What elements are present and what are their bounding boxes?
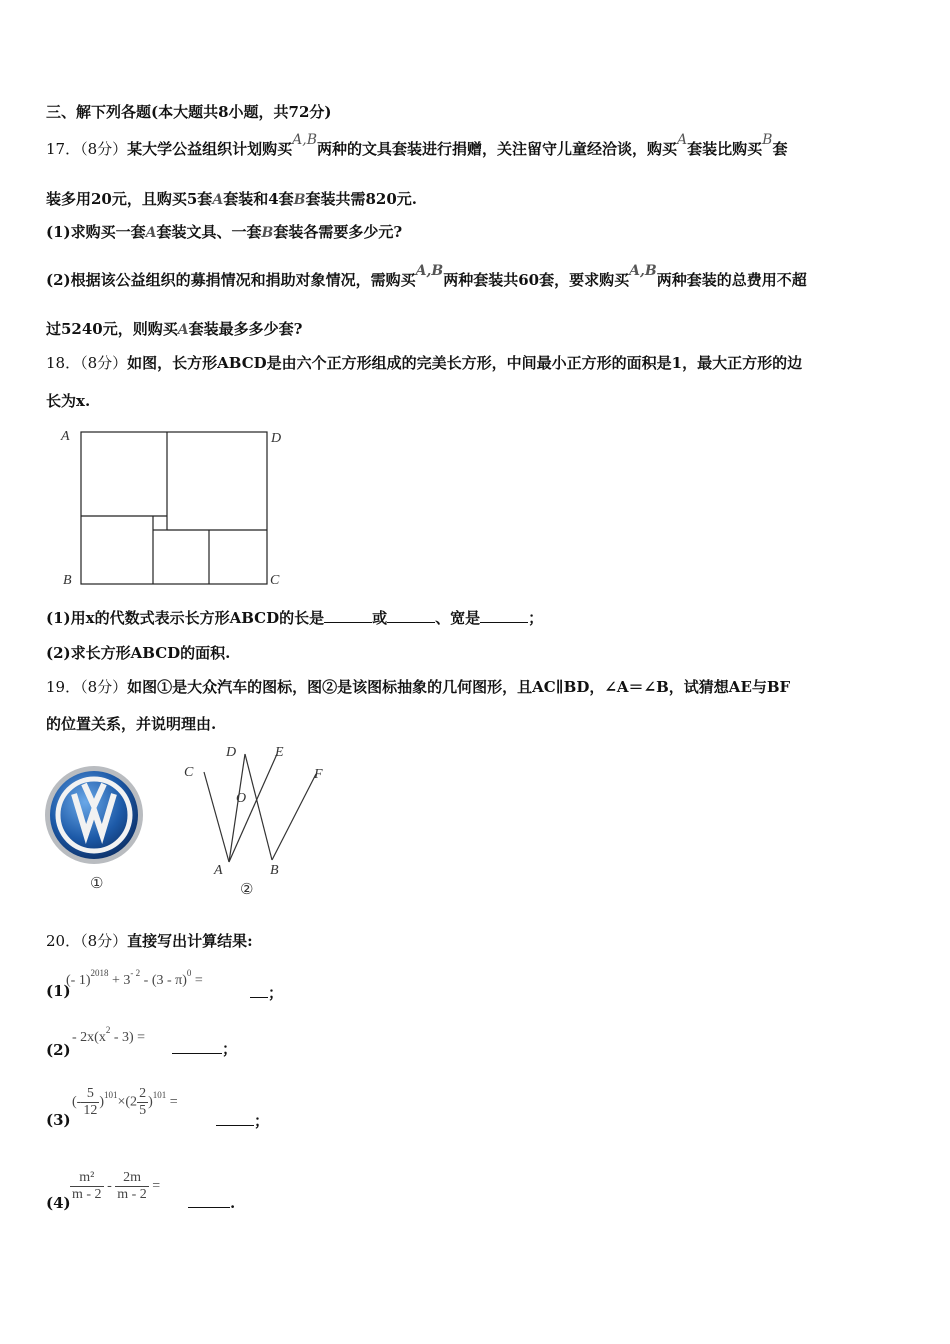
expr-part: - 2x(x [72, 1030, 106, 1045]
q17-part1 [46, 221, 904, 244]
q17-text: 套装最多多少套? [188, 320, 303, 338]
q20-p2-expr [72, 1025, 146, 1046]
exponent: 2 [105, 1025, 111, 1035]
expr-part: = [148, 1178, 161, 1194]
answer-blank[interactable] [216, 1111, 254, 1126]
q18-text: 、宽是 [435, 609, 481, 627]
q17-line1 [46, 132, 904, 161]
exponent: 2018 [90, 968, 109, 978]
expr-part: + 3 [108, 973, 131, 988]
q20-p4-answer [188, 1193, 235, 1212]
q18-text: ； [528, 609, 544, 627]
numerator: 2 [139, 1086, 147, 1101]
fraction [81, 1086, 99, 1119]
denominator: m - 2 [117, 1187, 147, 1202]
q17-text: 两种套装的总费用不超 [656, 271, 807, 289]
exponent: 0 [186, 968, 192, 978]
q17-text: 过5240元，则购买 [46, 320, 178, 338]
q18-line2: 长为x. [46, 392, 91, 410]
q18-text: 如图，长方形ABCD是由六个正方形组成的完美长方形，中间最小正方形的面积是1，最大正方形的边 [127, 354, 803, 372]
label-e: E [275, 745, 284, 760]
q20-p2-label: (2) [46, 1041, 71, 1059]
var-a: A [145, 225, 157, 241]
label-f: F [314, 767, 323, 782]
q17-text: 套装和4套 [223, 190, 294, 208]
q17-text: 两种套装共60套，要求购买 [443, 271, 630, 289]
q20-p1-expr [66, 968, 203, 989]
label-o: O [236, 791, 247, 806]
q17-text: 套 [772, 140, 788, 158]
vw-logo-figure [44, 760, 148, 898]
answer-blank[interactable] [172, 1039, 222, 1054]
expr-part: (- [72, 1094, 82, 1110]
q18-text: (1)用x的代数式表示长方形ABCD的长是 [46, 609, 325, 627]
q17-text: 两种的文具套装进行捐赠，关注留守儿童经洽谈，购买 [317, 140, 678, 158]
expr-part: - 3) = [110, 1030, 146, 1045]
segment-db [245, 754, 272, 860]
q20-prefix: 20．（8分） [46, 932, 128, 950]
fraction [137, 1086, 148, 1119]
numerator: 5 [81, 1086, 99, 1103]
q20-p2-answer [172, 1038, 237, 1059]
exponent: 101 [152, 1089, 167, 1100]
var-ab: A,B [415, 263, 444, 279]
geometry-figure [178, 740, 330, 900]
punct: . [230, 1194, 236, 1212]
punct: ； [222, 1040, 238, 1058]
q18-prefix: 18．（8分） [46, 354, 128, 372]
q17-prefix: 17．（8分） [46, 140, 128, 158]
segment-ad [229, 754, 245, 862]
var-a: A [677, 132, 688, 148]
q17-text: 套装文具、一套 [156, 223, 262, 241]
var-a: A [212, 192, 224, 208]
q19-line2: 的位置关系，并说明理由. [46, 715, 217, 733]
q20-heading [46, 930, 904, 952]
var-ab: A,B [629, 263, 657, 279]
var-b: B [261, 225, 274, 241]
q17-text: 套装共需820元. [305, 190, 418, 208]
fig2-caption: ② [240, 882, 254, 898]
denominator: 5 [139, 1103, 147, 1118]
label-d: D [226, 745, 237, 760]
label-a: A [61, 429, 70, 444]
expr-part: - (3 - π) [140, 973, 187, 988]
q20-p3-label: (3) [46, 1111, 71, 1129]
var-b: B [293, 192, 306, 208]
q17-text: 某大学公益组织计划购买 [127, 140, 293, 158]
punct: ； [254, 1112, 270, 1130]
fig1-caption: ① [90, 876, 104, 892]
q17-part2 [46, 263, 904, 292]
exponent: 101 [104, 1089, 118, 1100]
denominator: 12 [83, 1103, 98, 1118]
label-a: A [214, 863, 223, 878]
q20-p3-answer [216, 1110, 269, 1131]
segment-ca [204, 772, 229, 862]
rect-abcd [81, 432, 267, 584]
punct: ； [268, 984, 284, 1002]
expr-part: ) [148, 1094, 153, 1110]
answer-blank[interactable] [324, 608, 372, 623]
q17-line2 [46, 188, 904, 211]
expr-part: (- 1) [66, 973, 91, 988]
q18-part2: (2)求长方形ABCD的面积. [46, 644, 231, 662]
q19-line1 [46, 676, 904, 698]
q17-text: (2)根据该公益组织的募捐情况和捐助对象情况，需购买 [46, 271, 416, 289]
fraction [115, 1170, 149, 1203]
numerator: 2m [115, 1170, 149, 1187]
answer-blank[interactable] [188, 1193, 230, 1208]
label-c: C [184, 765, 194, 780]
answer-blank[interactable] [250, 983, 268, 998]
expr-part: ) [99, 1094, 104, 1110]
label-d: D [271, 431, 282, 446]
q18-line1 [46, 352, 904, 374]
q20-p3-expr [72, 1086, 178, 1119]
var-a: A [177, 322, 189, 338]
expr-part: ×(2 [117, 1094, 138, 1110]
q19-text: 如图①是大众汽车的图标，图②是该图标抽象的几何图形，且AC∥BD，∠A＝∠B，试猜想AE与BF [127, 678, 791, 696]
expr-part: = [166, 1094, 178, 1110]
segment-ae [229, 754, 277, 862]
numerator: m² [70, 1170, 104, 1187]
fraction [70, 1170, 104, 1203]
expr-part: - [103, 1178, 116, 1194]
q17-text: (1)求购买一套 [46, 223, 146, 241]
segment-bf [272, 774, 316, 860]
q18-text: 或 [372, 609, 388, 627]
q19-prefix: 19．（8分） [46, 678, 128, 696]
label-c: C [270, 573, 280, 588]
label-b: B [63, 573, 72, 588]
q17-part2-cont [46, 318, 904, 341]
expr-part: = [191, 973, 203, 988]
rectangle-figure [56, 422, 306, 592]
q20-p4-expr [70, 1170, 160, 1203]
q20-p1-answer [250, 982, 283, 1003]
var-b: B [762, 132, 773, 148]
q20-title: 直接写出计算结果: [127, 932, 253, 950]
q18-part1 [46, 607, 904, 629]
exponent: - 2 [130, 968, 141, 978]
denominator: m - 2 [72, 1187, 102, 1202]
var-ab: A,B [292, 132, 318, 148]
q20-p4-label: (4) [46, 1194, 71, 1212]
q17-text: 套装比购买 [687, 140, 763, 158]
q17-text: 装多用20元，且购买5套 [46, 190, 213, 208]
answer-blank[interactable] [387, 608, 435, 623]
answer-blank[interactable] [480, 608, 528, 623]
q20-p1-label: (1) [46, 982, 71, 1000]
section-heading: 三、解下列各题(本大题共8小题，共72分) [46, 103, 332, 121]
q17-text: 套装各需要多少元? [273, 223, 403, 241]
label-b: B [270, 863, 279, 878]
